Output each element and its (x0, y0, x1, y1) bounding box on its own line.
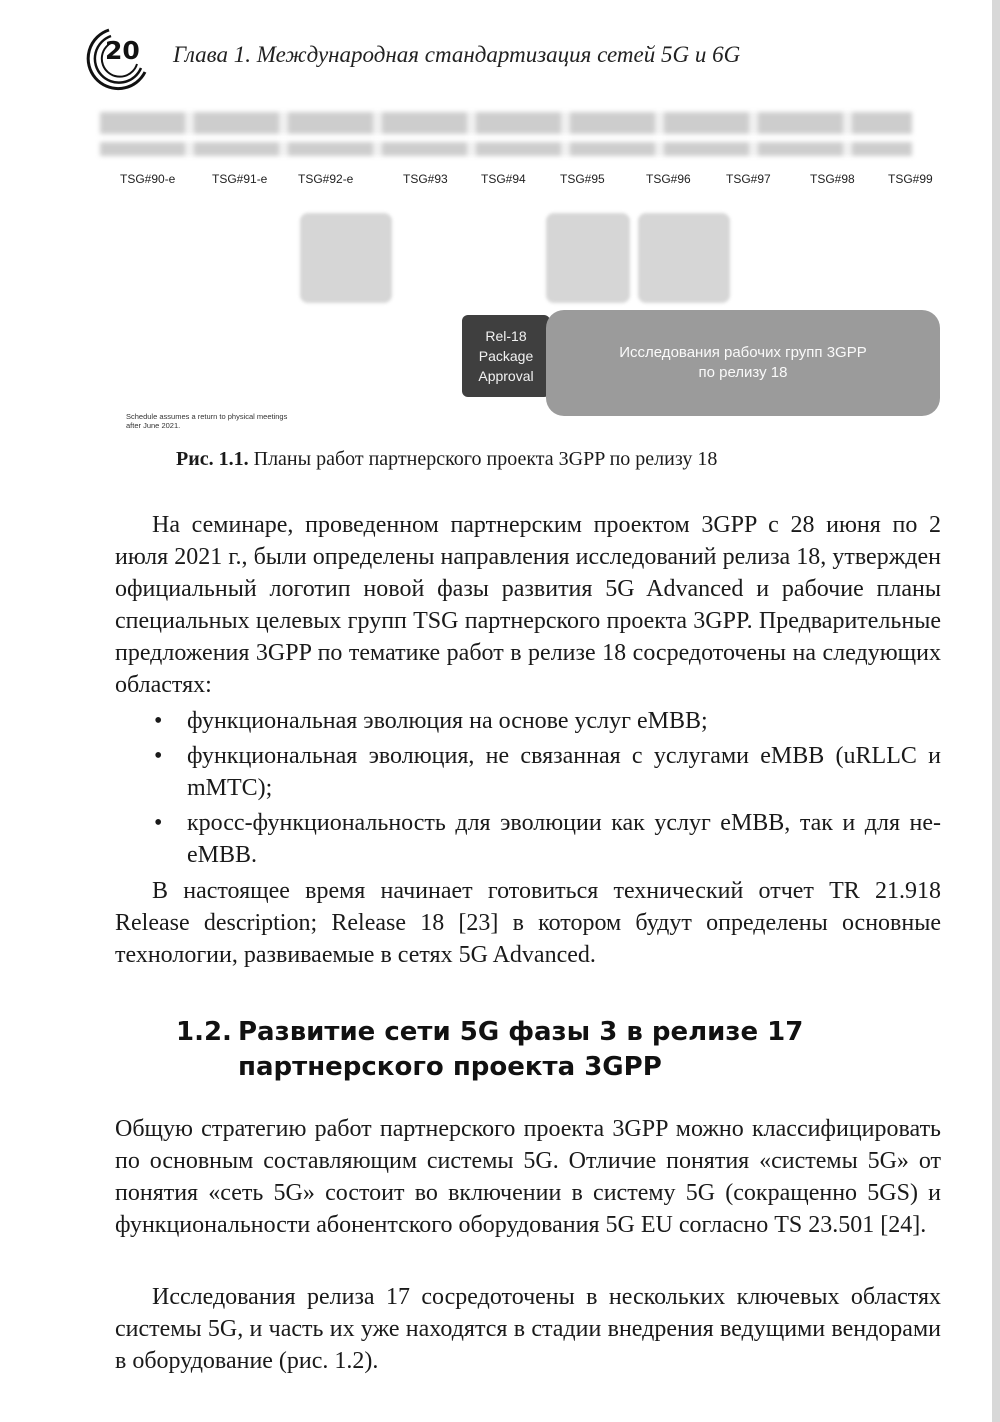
list-item: • кросс-функциональность для эволюции как услуг eMBB, так и для не-eMBB. (150, 807, 941, 871)
blurred-timeline-row (100, 142, 912, 156)
figure-caption (176, 448, 936, 471)
bullet-icon: • (154, 743, 163, 769)
caption-text: Планы работ партнерского проекта 3GPP по релизу 18 (253, 448, 718, 470)
section-heading (176, 1015, 936, 1085)
section-title-line: Развитие сети 5G фазы 3 в релизе 17 (238, 1017, 804, 1047)
rel-18-package-approval-box (462, 315, 550, 397)
tsg-label: TSG#97 (726, 172, 771, 186)
bullet-icon: • (154, 810, 163, 836)
study-box-line: Исследования рабочих групп 3GPP (619, 344, 867, 361)
running-title: Глава 1. Международная стандартизация сетей 5G и 6G (173, 42, 741, 67)
rel-box-line: Package (478, 348, 534, 364)
list-item: • функциональная эволюция на основе услуг eMBB; (150, 705, 941, 737)
tsg-label: TSG#93 (403, 172, 448, 186)
figure-release-18-plan (100, 100, 945, 445)
blurred-stage-box (546, 213, 630, 303)
blurred-stage-box (300, 213, 392, 303)
working-group-studies-box (546, 310, 940, 416)
page-number: 20 (105, 36, 140, 65)
tsg-label: TSG#95 (560, 172, 605, 186)
paragraph: Исследования релиза 17 сосредоточены в нескольких ключевых областях системы 5G, и часть их уже находятся в стадии внедрения ведущими вендорами в оборудование (рис. 1.2). (115, 1284, 941, 1374)
tsg-label: TSG#91-e (212, 172, 268, 186)
tsg-label: TSG#90-e (120, 172, 176, 186)
section-number: 1.2. (176, 1017, 232, 1047)
bullet-list (150, 705, 941, 874)
tsg-label: TSG#96 (646, 172, 691, 186)
rel-box-line: Approval (478, 368, 534, 384)
caption-label: Рис. 1.1. (176, 448, 249, 470)
paragraph: На семинаре, проведенном партнерским проектом 3GPP с 28 июня по 2 июля 2021 г., были определены направления исследований релиза 18, утвержден официальный логотип новой фазы развития 5G Advanced и рабочие планы специальных целевых групп TSG партнерского проекта 3GPP. Предварительные предложения 3GPP по тематике работ в релизе 18 сосредоточены на следующих областях: (115, 512, 941, 698)
tsg-label: TSG#98 (810, 172, 855, 186)
bullet-icon: • (154, 708, 163, 734)
tsg-label: TSG#99 (888, 172, 933, 186)
list-item: • функциональная эволюция, не связанная с услугами eMBB (uRLLC и mMTC); (150, 740, 941, 804)
paragraph: В настоящее время начинает готовиться технический отчет TR 21.918 Release description; Release 18 [23] в котором будут определены основные технологии, развиваемые в сетях 5G Advanced. (115, 878, 941, 968)
page-header (75, 22, 775, 92)
blurred-timeline-row (100, 112, 912, 134)
section-title-line: партнерского проекта 3GPP (238, 1052, 662, 1082)
paragraph: Общую стратегию работ партнерского проекта 3GPP можно классифицировать по основным составляющим системы 5G. Отличие понятия «системы 5G» от понятия «сеть 5G» состоит во включении в систему 5G (сокращенно 5GS) и функциональности абонентского оборудования 5G EU согласно TS 23.501 [24]. (115, 1116, 941, 1238)
schedule-note: Schedule assumes a return to physical meetings after June 2021. (126, 412, 288, 430)
blurred-stage-box (638, 213, 730, 303)
rel-box-line: Rel-18 (485, 328, 527, 344)
study-box-line: по релизу 18 (698, 364, 788, 381)
page-edge (992, 0, 1000, 1422)
tsg-label: TSG#92-e (298, 172, 354, 186)
tsg-label: TSG#94 (481, 172, 526, 186)
